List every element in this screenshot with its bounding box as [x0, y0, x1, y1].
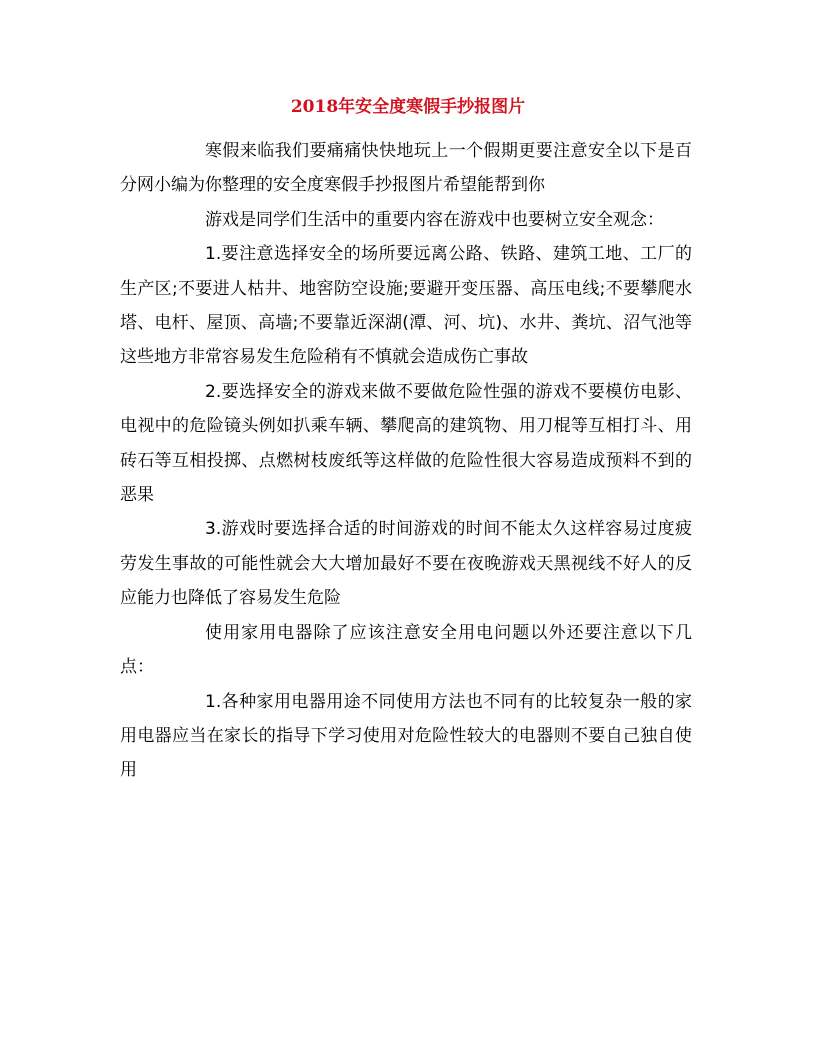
document-body — [120, 134, 692, 788]
game-safety-point-3: 3.游戏时要选择合适的时间游戏的时间不能太久这样容易过度疲劳发生事故的可能性就会大大增加最好不要在夜晚游戏天黑视线不好人的反应能力也降低了容易发生危险 — [120, 519, 692, 609]
intro-paragraph: 寒假来临我们要痛痛快快地玩上一个假期更要注意安全以下是百分网小编为你整理的安全度寒假手抄报图片希望能帮到你 — [120, 141, 692, 196]
appliance-safety-intro-paragraph: 使用家用电器除了应该注意安全用电问题以外还要注意以下几点： — [120, 622, 692, 678]
document-title: 2018年安全度寒假手抄报图片 — [290, 97, 526, 117]
appliance-safety-point-1: 1.各种家用电器用途不同使用方法也不同有的比较复杂一般的家用电器应当在家长的指导下学习使用对危险性较大的电器则不要自己独自使用 — [120, 691, 692, 781]
game-safety-point-2: 2.要选择安全的游戏来做不要做危险性强的游戏不要模仿电影、电视中的危险镜头例如扒乘车辆、攀爬高的建筑物、用刀棍等互相打斗、用砖石等互相投掷、点燃树枝废纸等这样做的危险性很大容易造成预料不到的恶果 — [120, 381, 692, 506]
game-safety-point-1: 1.要注意选择安全的场所要远离公路、铁路、建筑工地、工厂的生产区;不要进人枯井、地窖防空设施;要避开变压器、高压电线;不要攀爬水塔、电杆、屋顶、高墙;不要靠近深湖(潭、河、坑)、水井、粪坑、沼气池等这些地方非常容易发生危险稍有不慎就会造成伤亡事故 — [120, 244, 692, 368]
game-safety-intro-paragraph: 游戏是同学们生活中的重要内容在游戏中也要树立安全观念： — [205, 209, 664, 230]
